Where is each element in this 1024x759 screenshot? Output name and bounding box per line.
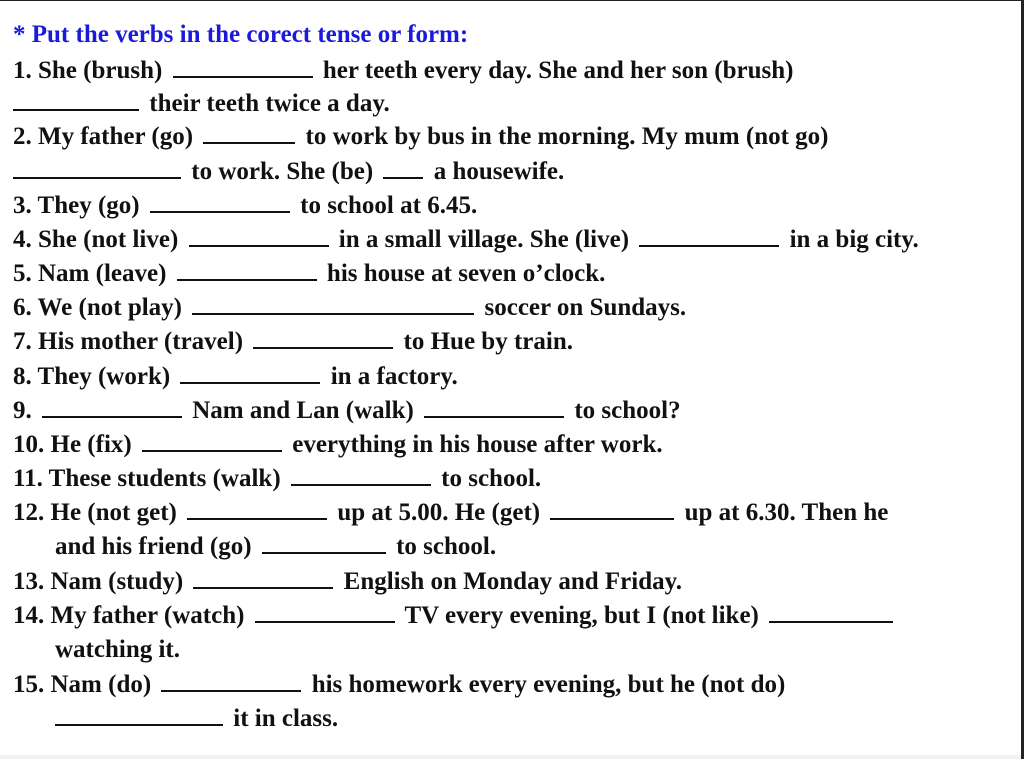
q7-blank[interactable] xyxy=(253,329,393,349)
q7-text: to Hue by train. xyxy=(403,328,573,355)
q2-text-2: to work. She (be) xyxy=(191,158,374,185)
q9-text-2: to school? xyxy=(574,397,681,424)
exercise-title: * Put the verbs in the corect tense or form: xyxy=(13,21,469,48)
q2-text-3: a housewife. xyxy=(433,158,565,185)
q4-blank-2[interactable] xyxy=(639,227,779,247)
question-2-line-1 xyxy=(13,122,829,152)
q2-blank-1[interactable] xyxy=(203,124,295,144)
question-15-line-2 xyxy=(55,704,338,734)
question-7 xyxy=(13,327,573,357)
question-11 xyxy=(13,464,541,494)
question-6 xyxy=(13,293,686,323)
q4-blank-1[interactable] xyxy=(189,227,329,247)
q10-text: everything in his house after work. xyxy=(292,431,663,458)
question-4 xyxy=(13,225,919,255)
question-14-line-2 xyxy=(55,635,180,665)
question-1-line-1 xyxy=(13,56,793,86)
q1-text-1: her teeth every day. She and her son (brush) xyxy=(322,57,794,84)
q6-prompt: 6. We (not play) xyxy=(13,294,182,321)
q14-text-1: TV every evening, but I (not like) xyxy=(404,602,759,629)
q2-prompt: 2. My father (go) xyxy=(13,123,194,150)
q12-blank-3[interactable] xyxy=(262,534,386,554)
q1-blank-1[interactable] xyxy=(173,58,313,78)
q11-prompt: 11. These students (walk) xyxy=(13,465,281,492)
q9-prompt: 9. xyxy=(13,397,32,424)
q5-prompt: 5. Nam (leave) xyxy=(13,260,167,287)
question-2-line-2 xyxy=(13,157,564,187)
q1-prompt: 1. She (brush) xyxy=(13,57,163,84)
question-13 xyxy=(13,567,682,597)
q6-blank[interactable] xyxy=(192,295,474,315)
q6-text: soccer on Sundays. xyxy=(484,294,687,321)
q9-text-1: Nam and Lan (walk) xyxy=(192,397,414,424)
q2-blank-2[interactable] xyxy=(13,159,181,179)
q1-text-2: their teeth twice a day. xyxy=(149,90,390,117)
q14-blank-1[interactable] xyxy=(255,603,395,623)
question-9 xyxy=(13,396,681,426)
q2-blank-3[interactable] xyxy=(383,159,423,179)
q12-text-3: and his friend (go) xyxy=(55,533,252,560)
q15-prompt: 15. Nam (do) xyxy=(13,671,152,698)
q13-blank[interactable] xyxy=(193,569,333,589)
q14-blank-2[interactable] xyxy=(769,603,893,623)
q3-text: to school at 6.45. xyxy=(300,192,478,219)
q13-text: English on Monday and Friday. xyxy=(343,568,682,595)
question-10 xyxy=(13,430,663,460)
q5-blank[interactable] xyxy=(177,261,317,281)
q12-text-2: up at 6.30. Then he xyxy=(684,499,889,526)
q12-text-4: to school. xyxy=(396,533,497,560)
q12-text-1: up at 5.00. He (get) xyxy=(337,499,541,526)
q4-prompt: 4. She (not live) xyxy=(13,226,179,253)
question-1-line-2 xyxy=(13,89,390,119)
q12-blank-2[interactable] xyxy=(550,500,674,520)
q7-prompt: 7. His mother (travel) xyxy=(13,328,244,355)
q8-blank[interactable] xyxy=(180,364,320,384)
q8-text: in a factory. xyxy=(330,363,458,390)
q3-blank[interactable] xyxy=(150,193,290,213)
q11-blank[interactable] xyxy=(291,466,431,486)
q15-text-2: it in class. xyxy=(233,705,339,732)
question-8 xyxy=(13,362,458,392)
q14-prompt: 14. My father (watch) xyxy=(13,602,245,629)
q8-prompt: 8. They (work) xyxy=(13,363,171,390)
question-12-line-1 xyxy=(13,498,888,528)
q9-blank-2[interactable] xyxy=(424,398,564,418)
question-3 xyxy=(13,191,477,221)
q5-text: his house at seven o’clock. xyxy=(326,260,606,287)
q11-text: to school. xyxy=(441,465,542,492)
q13-prompt: 13. Nam (study) xyxy=(13,568,184,595)
q4-text-1: in a small village. She (live) xyxy=(338,226,630,253)
q12-blank-1[interactable] xyxy=(187,500,327,520)
question-15-line-1 xyxy=(13,670,785,700)
question-5 xyxy=(13,259,605,289)
q12-prompt: 12. He (not get) xyxy=(13,499,177,526)
q14-text-2: watching it. xyxy=(55,636,180,663)
question-14-line-1 xyxy=(13,601,897,631)
q3-prompt: 3. They (go) xyxy=(13,192,140,219)
bottom-scroll-strip xyxy=(0,755,1021,759)
q4-text-2: in a big city. xyxy=(789,226,919,253)
q10-blank[interactable] xyxy=(142,432,282,452)
q2-text-1: to work by bus in the morning. My mum (not go) xyxy=(305,123,829,150)
question-12-line-2 xyxy=(55,532,496,562)
q1-blank-2[interactable] xyxy=(13,91,139,111)
q9-blank-1[interactable] xyxy=(42,398,182,418)
q15-blank-2[interactable] xyxy=(55,706,223,726)
q15-text-1: his homework every evening, but he (not do) xyxy=(311,671,786,698)
q10-prompt: 10. He (fix) xyxy=(13,431,132,458)
q15-blank-1[interactable] xyxy=(161,672,301,692)
